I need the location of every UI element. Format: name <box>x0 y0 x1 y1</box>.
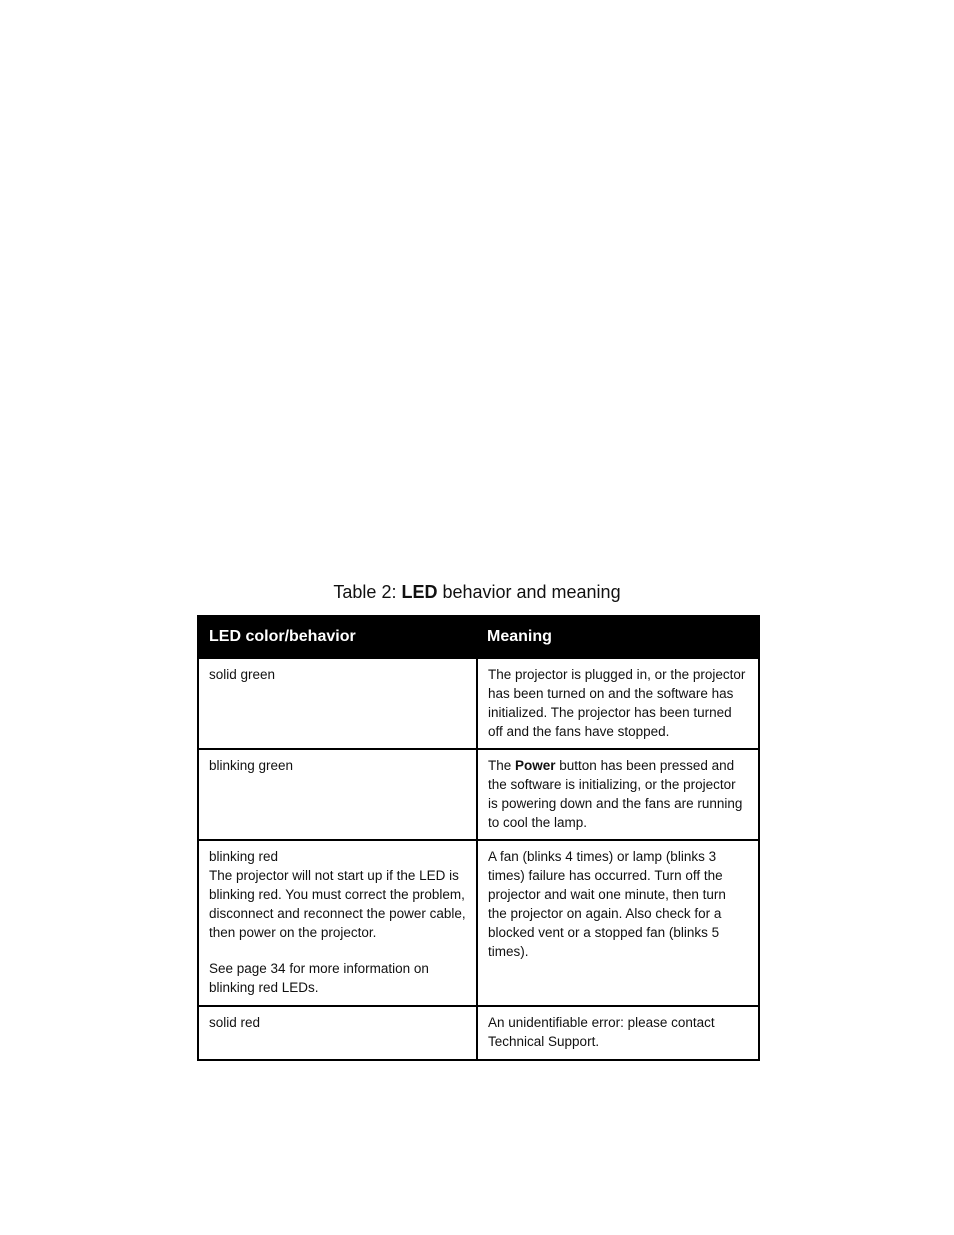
table-row <box>198 840 759 1006</box>
behavior-text: solid red <box>209 1015 261 1030</box>
header-led-behavior: LED color/behavior <box>198 616 477 658</box>
led-behavior-table <box>197 615 760 1061</box>
behavior-text: blinking red <box>209 849 279 864</box>
meaning-text: A fan (blinks 4 times) or lamp (blinks 3 times) failure has occurred. Turn off the projector and wait one minute, then turn the projector on again. Also check for a blocked vent or a stopped fan (blinks 5 times). <box>488 849 726 959</box>
behavior-see-reference: See page 34 for more information on blinking red LEDs. <box>209 961 429 995</box>
behavior-cell <box>198 658 477 749</box>
behavior-text: blinking green <box>209 758 294 773</box>
table-header-row <box>198 616 759 658</box>
meaning-text-before: The <box>488 758 516 773</box>
table-row <box>198 658 759 749</box>
behavior-cell <box>198 1006 477 1060</box>
meaning-cell <box>477 749 759 840</box>
caption-bold-word: LED <box>401 582 438 602</box>
meaning-text-after: button has been pressed and the software is initializing, or the projector is powering down and the fans are running to cool the lamp. <box>488 758 743 830</box>
table-caption <box>0 580 954 604</box>
meaning-cell <box>477 840 759 1006</box>
table-row <box>198 749 759 840</box>
behavior-text: solid green <box>209 667 276 682</box>
power-button-term: Power <box>515 758 556 773</box>
meaning-cell <box>477 1006 759 1060</box>
table-row <box>198 1006 759 1060</box>
caption-prefix: Table 2: <box>333 582 402 602</box>
meaning-cell <box>477 658 759 749</box>
header-meaning: Meaning <box>477 616 759 658</box>
behavior-note: The projector will not start up if the LED is blinking red. You must correct the problem, disconnect and reconnect the power cable, then power on the projector. <box>209 868 466 940</box>
meaning-text: An unidentifiable error: please contact Technical Support. <box>488 1015 715 1049</box>
behavior-cell <box>198 840 477 1006</box>
meaning-text: The projector is plugged in, or the projector has been turned on and the software has initialized. The projector has been turned off and the fans have stopped. <box>488 667 746 739</box>
caption-suffix: behavior and meaning <box>437 582 621 602</box>
paragraph-gap <box>209 942 466 959</box>
behavior-cell <box>198 749 477 840</box>
